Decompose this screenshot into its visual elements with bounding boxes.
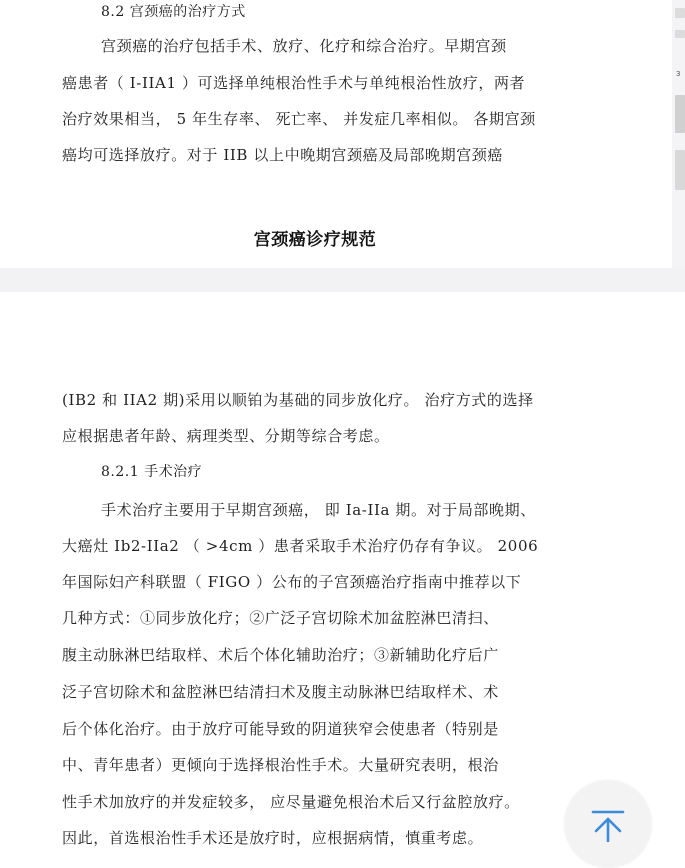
document-page-bottom <box>0 292 672 854</box>
thumbnail[interactable] <box>675 30 685 38</box>
back-to-top-button[interactable] <box>564 780 652 868</box>
paragraph-line: 手术治疗主要用于早期宫颈癌， 即 Ia-IIa 期。对于局部晚期、 <box>101 501 536 519</box>
paragraph-line: 性手术加放疗的并发症较多， 应尽量避免根治术后又行盆腔放疗。 <box>62 793 520 811</box>
right-margin <box>672 292 685 854</box>
document-page-top <box>0 0 672 268</box>
paragraph-line: 因此，首选根治性手术还是放疗时，应根据病情，慎重考虑。 <box>62 829 484 847</box>
page-marker: 3 <box>676 70 681 78</box>
paragraph-line: (IB2 和 IIA2 期)采用以顺铂为基础的同步放化疗。 治疗方式的选择 <box>62 391 534 409</box>
paragraph-line: 几种方式：①同步放化疗；②广泛子宫切除术加盆腔淋巴清扫、 <box>62 609 499 627</box>
thumbnail[interactable] <box>675 95 685 133</box>
document-title: 宫颈癌诊疗规范 <box>253 230 377 250</box>
paragraph-line: 宫颈癌的治疗包括手术、放疗、化疗和综合治疗。早期宫颈 <box>101 37 507 55</box>
page-separator <box>0 268 685 292</box>
paragraph-line: 年国际妇产科联盟（ FIGO ）公布的子宫颈癌治疗指南中推荐以下 <box>62 573 522 591</box>
paragraph-line: 中、青年患者）更倾向于选择根治性手术。大量研究表明，根治 <box>62 756 499 774</box>
subsection-heading-8-2-1: 8.2.1 手术治疗 <box>101 464 203 480</box>
paragraph-line: 后个体化治疗。由于放疗可能导致的阴道狭窄会使患者（特别是 <box>62 720 499 738</box>
page-thumbnail-strip[interactable] <box>672 0 685 268</box>
thumbnail[interactable] <box>675 8 685 18</box>
paragraph-line: 癌均可选择放疗。对于 IIB 以上中晚期宫颈癌及局部晚期宫颈癌 <box>62 146 504 164</box>
section-heading-8-2: 8.2 宫颈癌的治疗方式 <box>101 4 246 20</box>
thumbnail[interactable] <box>675 150 685 190</box>
paragraph-line: 腹主动脉淋巴结取样、术后个体化辅助治疗；③新辅助化疗后广 <box>62 646 499 664</box>
arrow-up-to-top-icon <box>591 810 625 842</box>
paragraph-line: 大癌灶 Ib2-IIa2 （ >4cm ）患者采取手术治疗仍存有争议。 2006 <box>62 537 539 555</box>
paragraph-line: 泛子宫切除术和盆腔淋巴结清扫术及腹主动脉淋巴结取样术、术 <box>62 683 499 701</box>
paragraph-line: 治疗效果相当， 5 年生存率、 死亡率、 并发症几率相似。 各期宫颈 <box>62 110 536 128</box>
paragraph-line: 应根据患者年龄、病理类型、分期等综合考虑。 <box>62 427 390 445</box>
paragraph-line: 癌患者（ I-IIA1 ）可选择单纯根治性手术与单纯根治性放疗，两者 <box>62 74 526 92</box>
